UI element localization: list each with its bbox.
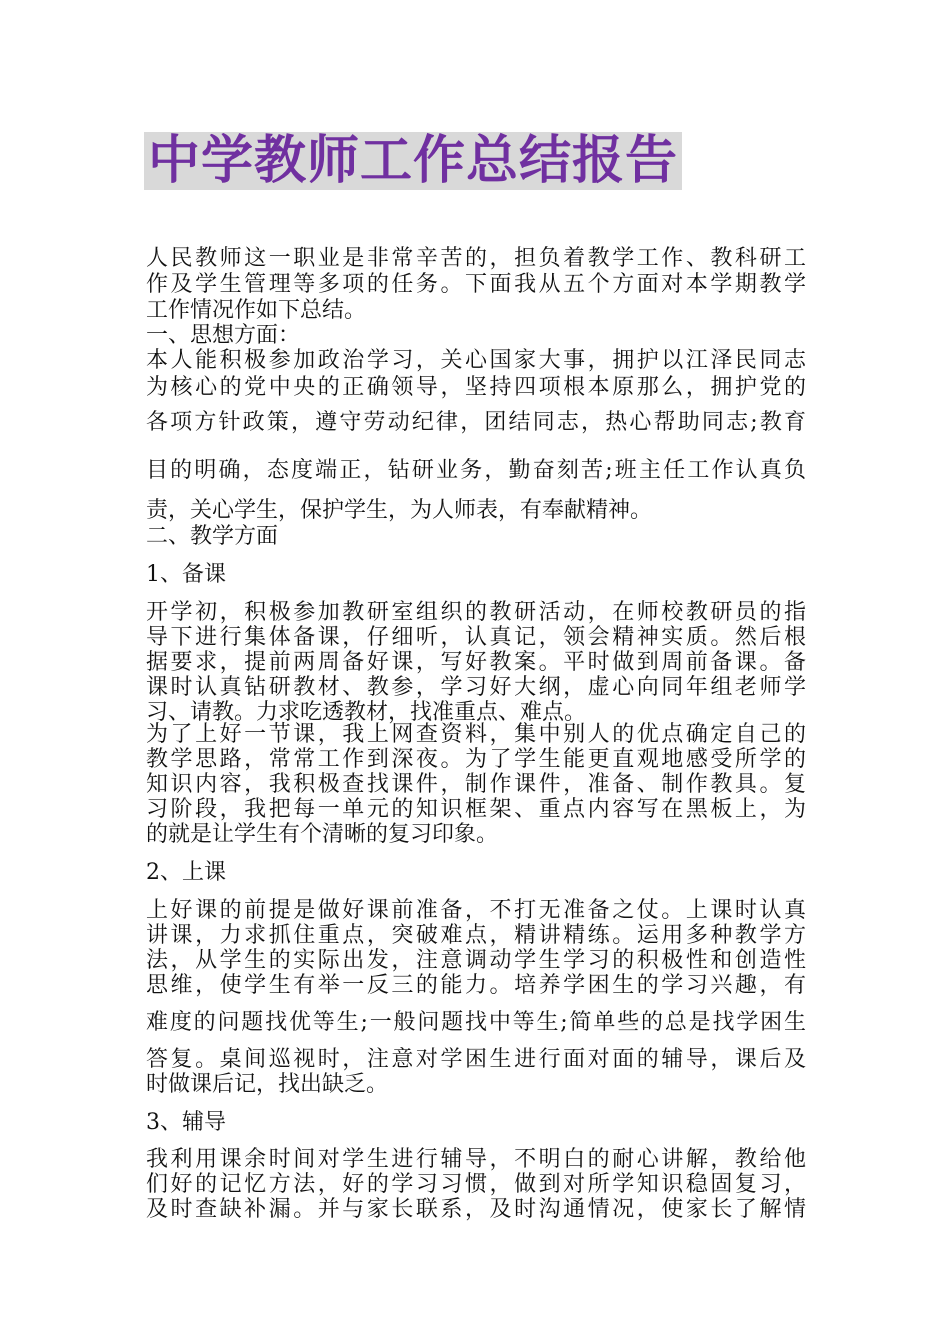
- paragraph-line: 开学初，积极参加教研室组织的教研活动，在师校教研员的指: [146, 600, 806, 625]
- paragraph-line: 目的明确，态度端正，钻研业务，勤奋刻苦;班主任工作认真负: [146, 458, 806, 483]
- section-heading: 二、教学方面: [146, 524, 279, 549]
- paragraph-line: 我利用课余时间对学生进行辅导，不明白的耐心讲解，教给他: [146, 1147, 806, 1172]
- paragraph-line: 思维，使学生有举一反三的能力。培养学困生的学习兴趣，有: [146, 973, 806, 998]
- paragraph-line: 人民教师这一职业是非常辛苦的，担负着教学工作、教科研工: [146, 246, 806, 271]
- paragraph-line: 们好的记忆方法，好的学习习惯，做到对所学知识稳固复习，: [146, 1172, 806, 1197]
- subsection-heading: 2、上课: [146, 860, 226, 885]
- paragraph-line: 时做课后记，找出缺乏。: [146, 1072, 389, 1097]
- paragraph-line: 答复。桌间巡视时，注意对学困生进行面对面的辅导，课后及: [146, 1047, 806, 1072]
- paragraph-line: 各项方针政策，遵守劳动纪律，团结同志，热心帮助同志;教育: [146, 410, 806, 435]
- paragraph-line: 习、请教。力求吃透教材，找准重点、难点。: [146, 700, 587, 725]
- document-title: 中学教师工作总结报告: [144, 132, 682, 190]
- paragraph-line: 教学思路，常常工作到深夜。为了学生能更直观地感受所学的: [146, 747, 806, 772]
- paragraph-line: 知识内容，我积极查找课件，制作课件，准备、制作教具。复: [146, 772, 806, 797]
- paragraph-line: 作及学生管理等多项的任务。下面我从五个方面对本学期教学: [146, 272, 806, 297]
- paragraph-line: 讲课，力求抓住重点，突破难点，精讲精练。运用多种教学方: [146, 923, 806, 948]
- paragraph-line: 工作情况作如下总结。: [146, 298, 367, 323]
- subsection-heading: 3、辅导: [146, 1110, 226, 1135]
- subsection-heading: 1、备课: [146, 562, 226, 587]
- paragraph-line: 导下进行集体备课，仔细听，认真记，领会精神实质。然后根: [146, 625, 806, 650]
- paragraph-line: 责，关心学生，保护学生，为人师表，有奉献精神。: [146, 498, 653, 523]
- section-heading: 一、思想方面：: [146, 323, 301, 348]
- paragraph-line: 上好课的前提是做好课前准备，不打无准备之仗。上课时认真: [146, 898, 806, 923]
- paragraph-line: 及时查缺补漏。并与家长联系，及时沟通情况，使家长了解情: [146, 1197, 806, 1222]
- paragraph-line: 习阶段，我把每一单元的知识框架、重点内容写在黑板上，为: [146, 797, 806, 822]
- paragraph-line: 为核心的党中央的正确领导，坚持四项根本原那么，拥护党的: [146, 375, 806, 400]
- paragraph-line: 的就是让学生有个清晰的复习印象。: [146, 822, 499, 847]
- paragraph-line: 难度的问题找优等生;一般问题找中等生;简单些的总是找学困生: [146, 1010, 806, 1035]
- paragraph-line: 本人能积极参加政治学习，关心国家大事，拥护以江泽民同志: [146, 348, 806, 373]
- paragraph-line: 据要求，提前两周备好课，写好教案。平时做到周前备课。备: [146, 650, 806, 675]
- paragraph-line: 法，从学生的实际出发，注意调动学生学习的积极性和创造性: [146, 948, 806, 973]
- paragraph-line: 为了上好一节课，我上网查资料，集中别人的优点确定自己的: [146, 722, 806, 747]
- paragraph-line: 课时认真钻研教材、教参，学习好大纲，虚心向同年组老师学: [146, 675, 806, 700]
